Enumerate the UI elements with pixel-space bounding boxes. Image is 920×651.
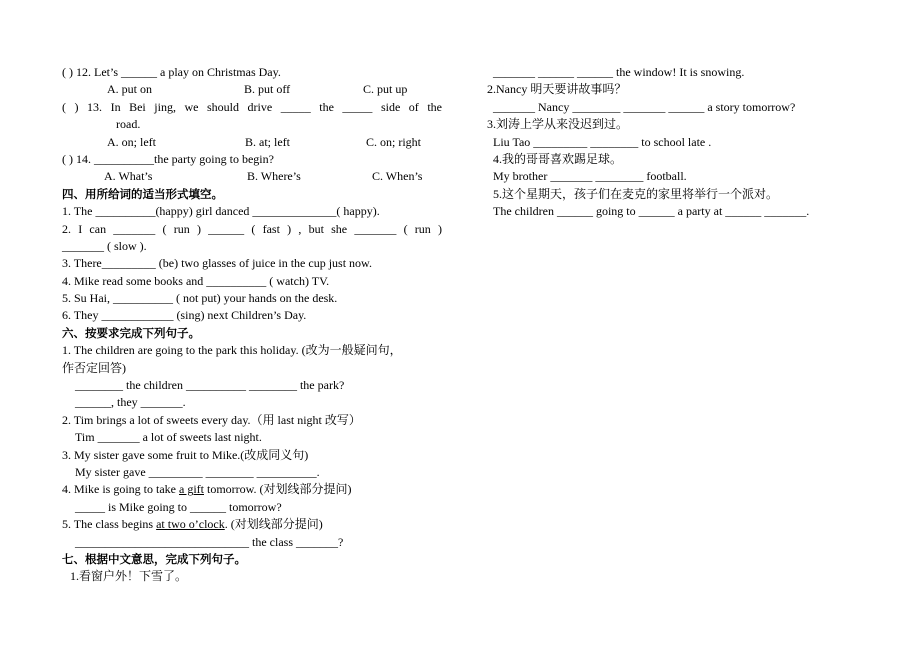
section-4-item-2: 2. I can _______ ( run ) ______ ( fast ) , but she _______ ( run )	[62, 221, 442, 236]
section-6-item-5-prefix: 5. The class begins	[62, 517, 157, 532]
option-b: B. put off	[244, 82, 291, 97]
section-4-item-3: 3. There_________ (be) two glasses of juice in the cup just now.	[62, 256, 372, 271]
question-12: ( ) 12. Let’s ______ a play on Christmas Day.	[62, 65, 281, 79]
section-4-item-5: 5. Su Hai, __________ ( not put) your hands on the desk.	[62, 291, 338, 306]
section-4-item-1: 1. The __________(happy) girl danced ______________( happy).	[62, 204, 380, 219]
underlined-phrase: at two o’clock	[156, 517, 225, 532]
section-6-item-4-answer: _____ is Mike going to ______ tomorrow?	[75, 499, 282, 514]
section-7-item-4: 4.我的哥哥喜欢踢足球。	[493, 151, 623, 166]
option-b: B. Where’s	[247, 169, 301, 184]
section-6-item-1-continuation: 作否定回答)	[62, 360, 126, 375]
section-6-item-4	[62, 481, 442, 498]
question-13: ( ) 13. In Bei jing, we should drive _____ the _____ side of the	[62, 99, 442, 114]
right-column	[487, 64, 867, 221]
section-7-item-5: 5.这个星期天，孩子们在麦克的家里将举行一个派对。	[493, 186, 779, 201]
option-a: A. on; left	[107, 134, 156, 149]
section-7-item-1: 1.看窗户外！下雪了。	[70, 569, 188, 584]
section-4-item-4: 4. Mike read some books and __________ ( watch) TV.	[62, 273, 330, 288]
section-6-item-5	[62, 516, 442, 533]
option-c: C. on; right	[366, 134, 422, 149]
section-4-title: 四、用所给词的适当形式填空。	[62, 186, 223, 201]
section-6-item-5-suffix: . (对划线部分提问)	[224, 517, 323, 532]
question-14-options	[62, 168, 442, 185]
left-column	[62, 64, 442, 586]
section-6-item-3: 3. My sister gave some fruit to Mike.(改成同义句)	[62, 447, 309, 462]
section-4-item-6: 6. They ____________ (sing) next Children’s Day.	[62, 308, 307, 323]
question-12-options	[62, 81, 442, 98]
option-c: C. When’s	[372, 169, 423, 184]
option-c: C. put up	[363, 82, 408, 97]
option-a: A. put on	[107, 82, 152, 97]
underlined-phrase: a gift	[179, 482, 204, 497]
section-7-item-2: 2.Nancy 明天要讲故事吗？	[487, 82, 627, 97]
section-6-item-1-answer-b: ______, they _______.	[75, 395, 186, 410]
section-6-item-4-suffix: tomorrow. (对划线部分提问)	[204, 482, 352, 497]
option-a: A. What’s	[104, 169, 153, 184]
section-6-item-1: 1. The children are going to the park this holiday. (改为一般疑问句，	[62, 343, 402, 358]
section-7-item-3-answer: Liu Tao _________ ________ to school late .	[493, 134, 712, 149]
section-6-title: 六、按要求完成下列句子。	[62, 325, 200, 340]
section-7-item-5-answer: The children ______ going to ______ a party at ______ _______.	[493, 204, 810, 219]
section-6-item-2: 2. Tim brings a lot of sweets every day.（用 last night 改写）	[62, 412, 361, 427]
question-13-continuation: road.	[116, 117, 141, 132]
section-6-item-2-answer: Tim _______ a lot of sweets last night.	[75, 430, 262, 445]
section-7-item-2-answer: _______ Nancy ________ _______ ______ a story tomorrow?	[493, 99, 796, 114]
option-b: B. at; left	[245, 134, 290, 149]
section-4-item-2-continuation: _______ ( slow ).	[62, 238, 147, 253]
section-7-item-1-answer: _______ ______ ______ the window! It is snowing.	[493, 65, 745, 79]
section-6-item-4-prefix: 4. Mike is going to take	[62, 482, 179, 497]
section-6-item-1-answer-a: ________ the children __________ ________ the park?	[75, 378, 345, 393]
section-7-title: 七、根据中文意思，完成下列句子。	[62, 551, 246, 566]
section-7-item-3: 3.刘涛上学从来没迟到过。	[487, 117, 629, 132]
section-7-item-4-answer: My brother _______ ________ football.	[493, 169, 687, 184]
section-6-item-5-answer: _____________________________ the class _______?	[75, 534, 344, 549]
question-14: ( ) 14. __________the party going to begin?	[62, 151, 274, 166]
question-13-options	[62, 134, 442, 151]
section-6-item-3-answer: My sister gave _________ ________ __________.	[75, 464, 320, 479]
